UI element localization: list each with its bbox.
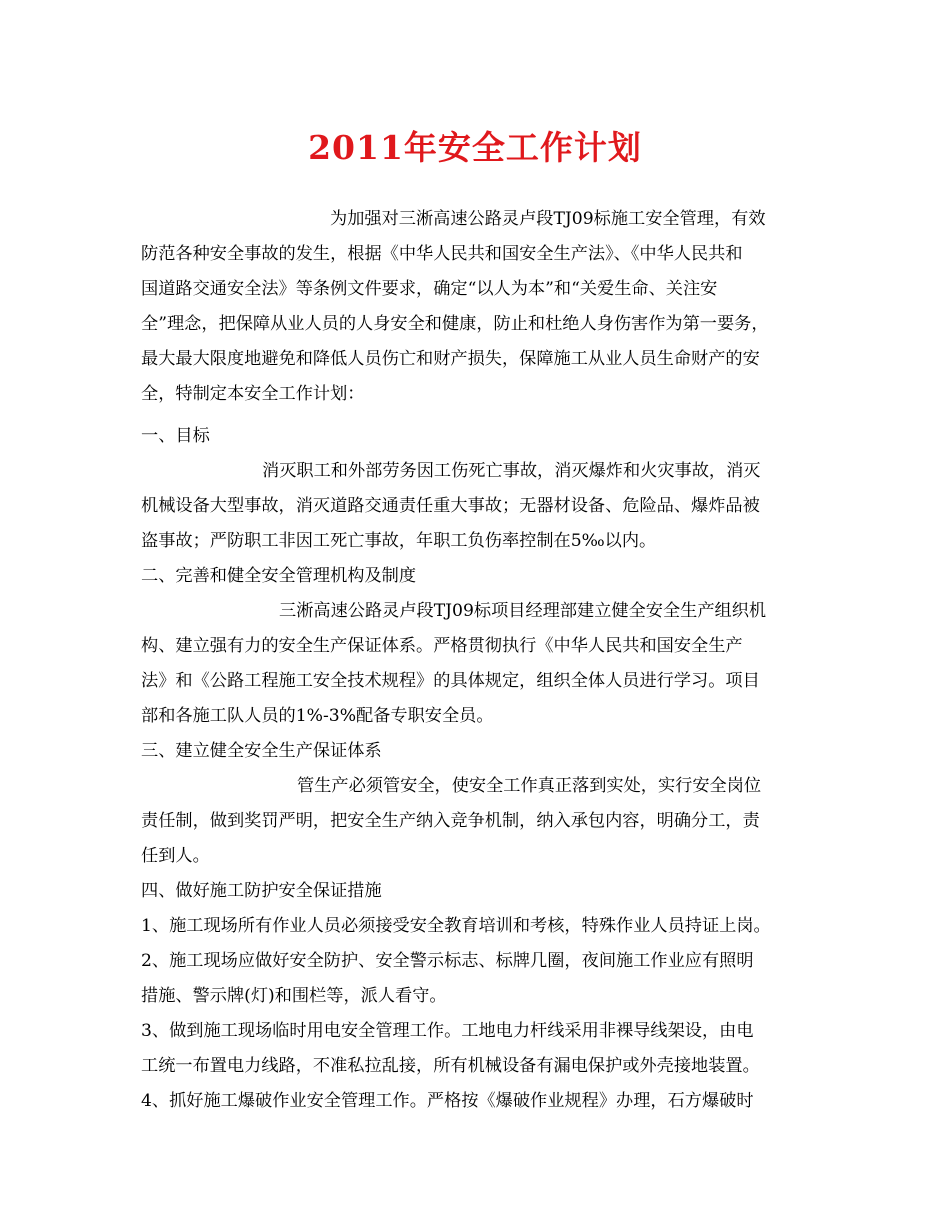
paragraph-line: 管生产必须管安全，使安全工作真正落到实处，实行安全岗位 bbox=[297, 776, 762, 796]
paragraph-line: 全”理念，把保障从业人员的人身安全和健康，防止和杜绝人身伤害作为第一要务， bbox=[141, 314, 769, 334]
paragraph-line: 最大最大限度地避免和降低人员伤亡和财产损失，保障施工从业人员生命财产的安 bbox=[141, 349, 760, 369]
paragraph-line: 法》和《公路工程施工安全技术规程》的具体规定，组织全体人员进行学习。项目 bbox=[141, 671, 760, 691]
paragraph-line: 构、建立强有力的安全生产保证体系。严格贯彻执行《中华人民共和国安全生产 bbox=[141, 636, 743, 656]
paragraph-line: 消灭职工和外部劳务因工伤死亡事故，消灭爆炸和火灾事故，消灭 bbox=[262, 461, 761, 481]
paragraph-line: 防范各种安全事故的发生，根据《中华人民共和国安全生产法》、《中华人民共和 bbox=[141, 244, 743, 264]
paragraph-line: 任到人。 bbox=[141, 846, 210, 866]
paragraph-line: 全，特制定本安全工作计划： bbox=[141, 384, 365, 404]
paragraph-line: 2、施工现场应做好安全防护、安全警示标志、标牌几圈，夜间施工作业应有照明 bbox=[141, 951, 754, 971]
paragraph-line: 机械设备大型事故，消灭道路交通责任重大事故；无器材设备、危险品、爆炸品被 bbox=[141, 496, 760, 516]
section-heading: 二、完善和健全安全管理机构及制度 bbox=[141, 566, 417, 586]
paragraph-line: 责任制，做到奖罚严明，把安全生产纳入竞争机制，纳入承包内容，明确分工，责 bbox=[141, 811, 760, 831]
paragraph-line: 盗事故；严防职工非因工死亡事故，年职工负伤率控制在5‰以内。 bbox=[141, 531, 657, 551]
paragraph-line: 工统一布置电力线路，不准私拉乱接，所有机械设备有漏电保护或外壳接地装置。 bbox=[141, 1056, 760, 1076]
paragraph-line: 为加强对三淅高速公路灵卢段TJ09标施工安全管理，有效 bbox=[330, 209, 766, 229]
section-heading: 三、建立健全安全生产保证体系 bbox=[141, 741, 382, 761]
paragraph-line: 部和各施工队人员的1%-3%配备专职安全员。 bbox=[141, 706, 494, 726]
paragraph-line: 1、施工现场所有作业人员必须接受安全教育培训和考核，特殊作业人员持证上岗。 bbox=[141, 916, 771, 936]
paragraph-line: 三淅高速公路灵卢段TJ09标项目经理部建立健全安全生产组织机 bbox=[279, 601, 767, 621]
section-heading: 四、做好施工防护安全保证措施 bbox=[141, 881, 382, 901]
paragraph-line: 4、抓好施工爆破作业安全管理工作。严格按《爆破作业规程》办理，石方爆破时 bbox=[141, 1091, 754, 1111]
document-title: 2011年安全工作计划 bbox=[308, 128, 642, 167]
paragraph-line: 3、做到施工现场临时用电安全管理工作。工地电力杆线采用非裸导线架设，由电 bbox=[141, 1021, 754, 1041]
section-heading: 一、目标 bbox=[141, 426, 210, 446]
paragraph-line: 国道路交通安全法》等条例文件要求，确定“以人为本”和“关爱生命、关注安 bbox=[141, 279, 718, 299]
paragraph-line: 措施、警示牌(灯)和围栏等，派人看守。 bbox=[141, 986, 447, 1006]
